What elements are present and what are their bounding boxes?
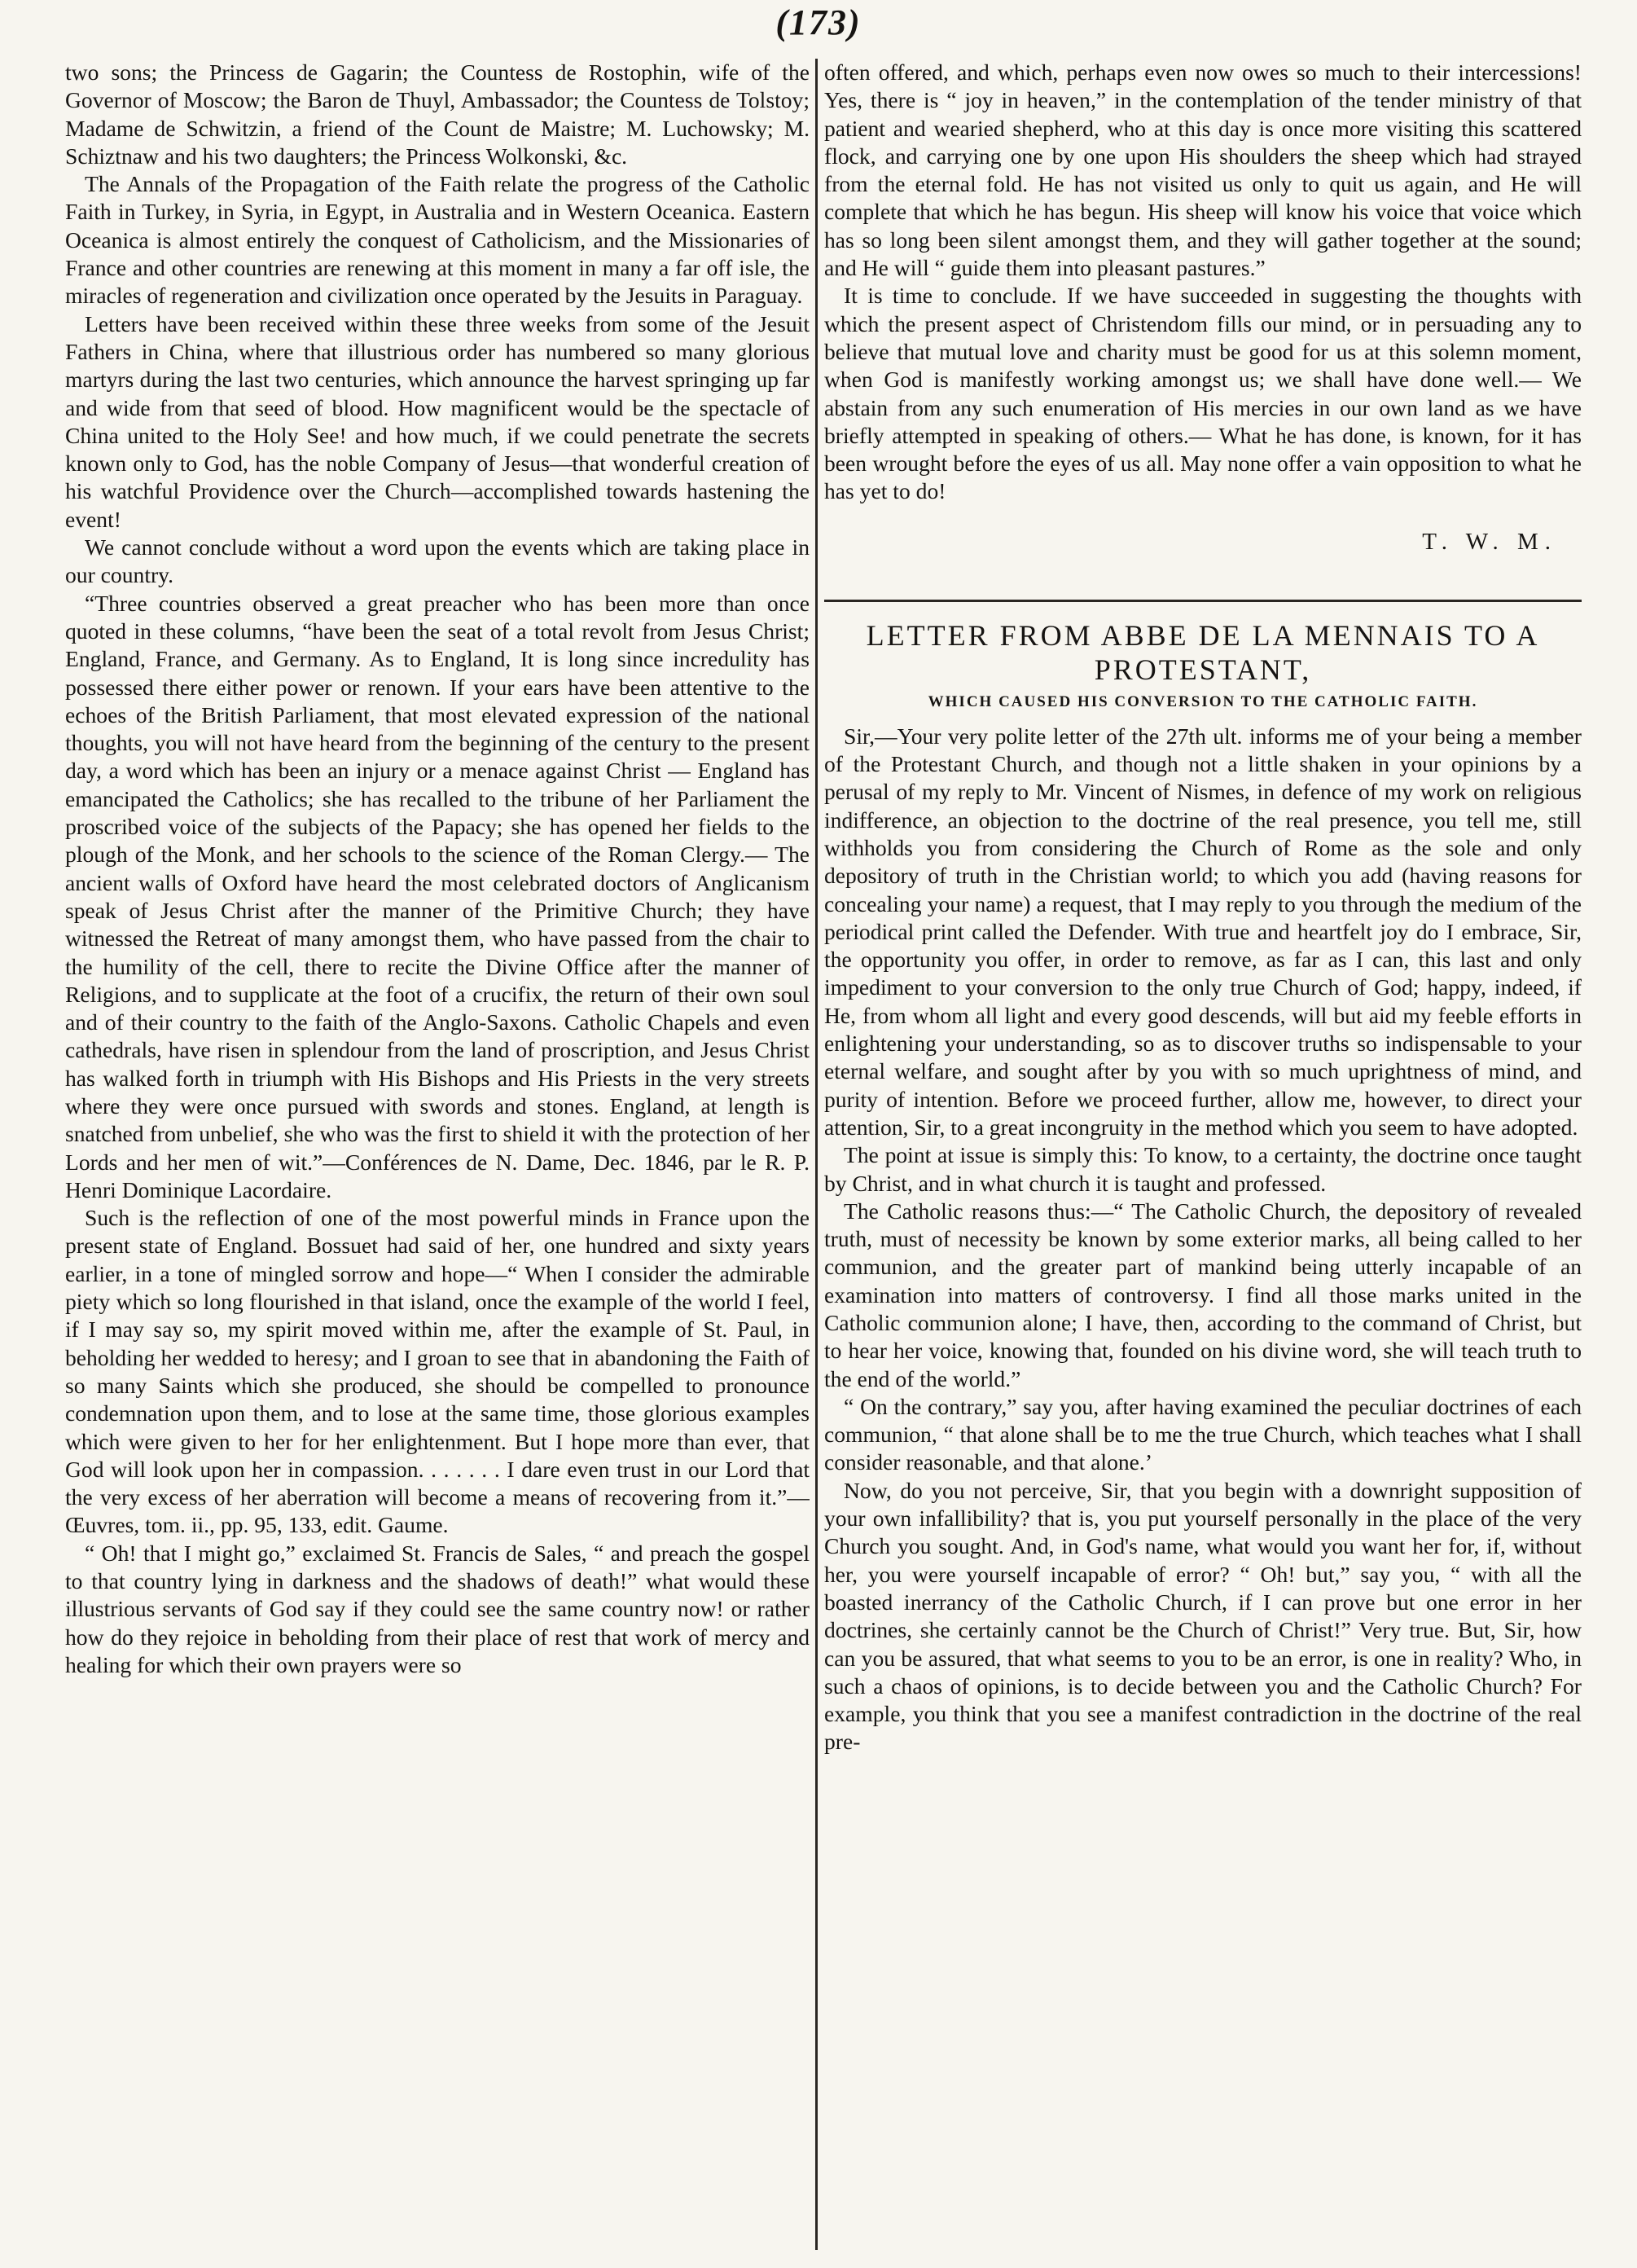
column-divider: [815, 59, 818, 2250]
article-subtitle: WHICH CAUSED HIS CONVERSION TO THE CATHOLIC FAITH.: [928, 692, 1478, 710]
left-column: [65, 59, 810, 2250]
paragraph-china-letters: Letters have been received within these three weeks from some of the Jesuit Fathers in China, where that illustrious order has numbered so many glorious martyrs during the last two centuries, which announce the harvest springing up far and wide from that seed of blood. How magnificent would be the spectacle of China united to the Holy See! and how much, if we could penetrate the secrets known only to God, has the noble Company of Jesus—that wonderful creation of his watchful Providence over the Church—accomplished towards hastening the event!: [65, 310, 810, 532]
letter-paragraph-catholic-reasons: The Catholic reasons thus:—“ The Catholic Church, the depository of revealed truth, must of necessity be known by some exterior marks, all being called to her communion, and the greater part of mankind being utterly incapable of an examination into matters of controversy. I find all those marks united in the Catholic communion alone; I have, then, according to the command of Christ, but to hear her voice, knowing that, founded on his divine word, she will teach truth to the end of the world.”: [824, 1198, 1582, 1391]
paragraph-annals: The Annals of the Propagation of the Faith relate the progress of the Catholic Faith in Turkey, in Syria, in Egypt, in Australia and in Western Oceanica. Eastern Oceanica is almost entirely the conquest of Catholicism, and the Missionaries of France and other countries are renewing at this moment in many a far off isle, the miracles of regeneration and civilization once operated by the Jesuits in Paraguay.: [65, 171, 810, 309]
paragraph-lacordaire-quote: “Three countries observed a great preacher who has been more than once quoted in these columns, “have been the seat of a total revolt from Jesus Christ; England, France, and Germany. As to England, It is long since incredulity has possessed there either power or renown. If your ears have been attentive to the echoes of the British Parliament, that most elevated expression of the national thoughts, you will not have heard from the beginning of the century to the present day, a word which has been an injury or a menace against Christ — England has emancipated the Catholics; she has recalled to the tribune of her Parliament the proscribed voice of the subjects of the Papacy; she has opened her fields to the plough of the Monk, and her schools to the science of the Roman Clergy.— The ancient walls of Oxford have heard the most celebrated doctors of Anglicanism speak of Jesus Christ after the manner of the Primitive Church; they have witnessed the Retreat of many amongst them, who have passed from the chair to the humility of the cell, there to recite the Divine Office after the manner of Religions, and to supplicate at the foot of a crucifix, the return of their own soul and of their country to the faith of the Anglo-Saxons. Catholic Chapels and even cathedrals, have risen in splendour from the land of proscription, and Jesus Christ has walked forth in triumph with His Bishops and His Priests in the very streets where they were once pursued with swords and stones. England, at length is snatched from unbelief, she who was the first to shield it with the protection of her Lords and her men of wit.”—Conférences de N. Dame, Dec. 1846, par le R. P. Henri Dominique Lacordaire.: [65, 590, 810, 1202]
letter-paragraph-contrary: “ On the contrary,” say you, after having examined the peculiar doctrines of each communion, “ that alone shall be to me the true Church, which teaches what I shall consider reasonable, and that alone.’: [824, 1393, 1582, 1475]
paragraph-continuation: often offered, and which, perhaps even now owes so much to their intercessions! Yes, there is “ joy in heaven,” in the contemplation of the tender ministry of that patient and wearied shepherd, who at this day is once more visiting this scattered flock, and carrying one by one upon His shoulders the sheep which had strayed from the eternal fold. He has not visited us only to quit us again, and He will complete that which he has begun. His sheep will know his voice that voice which has so long been silent amongst them, and they will gather together at the sound; and He will “ guide them into pleasant pastures.”: [824, 59, 1582, 281]
paragraph-conclusion: It is time to conclude. If we have succeeded in suggesting the thoughts with which the present aspect of Christendom fills our mind, or in persuading any to believe that mutual love and charity must be good for us at this solemn moment, when God is manifestly working amongst us; we shall have done well.— We abstain from any such enumeration of His mercies in our own land as we have briefly attempted in speaking of others.— What he has done, is known, for it has been wrought before the eyes of us all. May none offer a vain opposition to what he has yet to do!: [824, 283, 1582, 504]
right-column: [824, 59, 1582, 2250]
paragraph-bossuet: Such is the reflection of one of the most powerful minds in France upon the present state of England. Bossuet had said of her, one hundred and sixty years earlier, in a tone of mingled sorrow and hope—“ When I consider the admirable piety which so long flourished in that island, once the example of the world I feel, if I may say so, my spirit moved within me, after the example of St. Paul, in beholding her wedded to heresy; and I groan to see that in abandoning the Faith of so many Saints which she produced, she should be compelled to pronounce condemnation upon them, and to lose at the same time, those glorious examples which were given to her for her enlightenment. But I hope more than ever, that God will look upon her in compassion. . . . . . . I dare even trust in our Lord that the very excess of her aberration will become a means of recovering from it.”—Œuvres, tom. ii., pp. 95, 133, edit. Gaume.: [65, 1205, 810, 1538]
page-number: (173): [775, 2, 862, 42]
signature: T. W. M.: [1422, 528, 1557, 555]
article-divider: [824, 600, 1582, 602]
paragraph-princess-list: two sons; the Princess de Gagarin; the Countess de Rostophin, wife of the Governor of Moscow; the Baron de Thuyl, Ambassador; the Countess de Tolstoy; Madame de Schwitzin, a friend of the Count de Maistre; M. Luchowsky; M. Schiztnaw and his two daughters; the Princess Wolkonski, &c.: [65, 59, 810, 169]
article-title: LETTER FROM ABBE DE LA MENNAIS TO A PROTESTANT,: [866, 618, 1540, 686]
letter-paragraph-infallibility: Now, do you not perceive, Sir, that you begin with a downright supposition of your own infallibility? that is, you put yourself personally in the place of the very Church you sought. And, in God's name, what would you want her for, if, without her, you were yourself incapable of error? “ Oh! but,” say you, “ with all the boasted inerrancy of the Catholic Church, if I can prove but one error in her doctrines, she certainly cannot be the Church of Christ!” Very true. But, Sir, how can you be assured, that what seems to you to be an error, is one in reality? Who, in such a chaos of opinions, is to decide between you and the Catholic Church? For example, you think that you see a manifest contradiction in the doctrine of the real pre-: [824, 1477, 1582, 1755]
letter-paragraph-intro: Sir,—Your very polite letter of the 27th ult. informs me of your being a member of the Protestant Church, and though not a little shaken in your opinions by a perusal of my reply to Mr. Vincent of Nismes, in defence of my work on religious indifference, an objection to the doctrine of the real presence, you tell me, still withholds you from considering the Church of Rome as the sole and only depository of truth in the Christian world; to which you add (having reasons for concealing your name) a request, that I may reply to you through the medium of the periodical print called the Defender. With true and heartfelt joy do I embrace, Sir, the opportunity you offer, in order to remove, as far as I can, this last and only impediment to your conversion to the only true Church of God; happy, indeed, if He, from whom all light and every good descends, will but aid my feeble efforts in enlightening your understanding, so as to discover truths so indispensable to your eternal welfare, and sought after by you with so much uprightness of mind, and purity of intention. Before we proceed further, allow me, however, to direct your attention, Sir, to a great incongruity in the method which you seem to have adopted.: [824, 723, 1582, 1140]
paragraph-our-country: We cannot conclude without a word upon the events which are taking place in our country.: [65, 534, 810, 588]
paragraph-francis-de-sales: “ Oh! that I might go,” exclaimed St. Francis de Sales, “ and preach the gospel to that country lying in darkness and the shadows of death!” what would these illustrious servants of God say if they could see the same country now! or rather how do they rejoice in beholding from their place of rest that work of mercy and healing for which their own prayers were so: [65, 1540, 810, 1677]
letter-paragraph-point-at-issue: The point at issue is simply this: To know, to a certainty, the doctrine once taught by Christ, and in what church it is taught and professed.: [824, 1142, 1582, 1196]
